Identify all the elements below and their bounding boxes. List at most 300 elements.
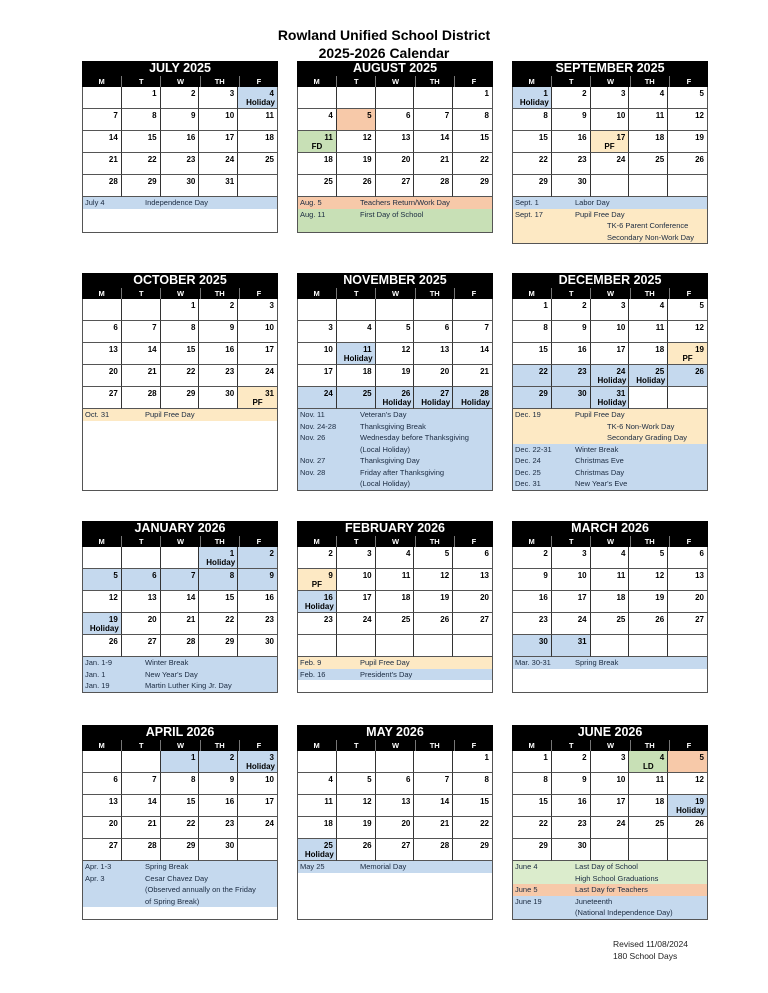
day-cell	[238, 773, 277, 795]
day-grid	[512, 751, 708, 861]
event-description: Spring Break	[575, 658, 619, 667]
event-date	[513, 873, 575, 885]
day-cell	[591, 613, 630, 635]
day-number: 28	[186, 637, 196, 646]
day-cell	[629, 751, 668, 773]
day-number: 9	[543, 571, 548, 580]
event-row	[298, 432, 492, 444]
day-cell	[298, 773, 337, 795]
empty-day-cell	[83, 751, 122, 773]
day-number: 1	[229, 549, 235, 558]
day-number: 13	[147, 593, 157, 602]
event-row	[513, 657, 707, 669]
day-cell	[668, 131, 707, 153]
day-cell	[453, 773, 492, 795]
day-number: 20	[440, 367, 450, 376]
day-cell	[83, 817, 122, 839]
day-number: 12	[695, 775, 704, 784]
day-cell	[591, 547, 630, 569]
day-number: 28	[147, 389, 157, 398]
event-row	[298, 220, 492, 232]
day-cell	[453, 87, 492, 109]
event-description: Independence Day	[145, 198, 208, 207]
empty-day-cell	[591, 839, 630, 861]
day-cell	[337, 795, 376, 817]
day-cell	[552, 773, 591, 795]
month-block-november	[297, 273, 493, 491]
day-cell	[199, 817, 238, 839]
day-cell	[298, 569, 337, 591]
day-cell	[668, 321, 707, 343]
day-number: 12	[695, 111, 704, 120]
event-description	[360, 884, 492, 896]
day-tag: Holiday	[206, 558, 236, 567]
day-number: 26	[440, 615, 450, 624]
day-number: 23	[225, 819, 235, 828]
weekday-label: TH	[200, 288, 239, 299]
day-number: 26	[362, 841, 372, 850]
month-block-april	[82, 725, 278, 920]
day-number: 11	[401, 571, 411, 580]
event-row	[513, 896, 707, 908]
day-number: 18	[323, 155, 333, 164]
event-description: (Observed annually on the Friday	[145, 885, 256, 894]
event-description	[575, 680, 707, 692]
day-tag: LD	[642, 762, 654, 771]
day-cell	[629, 343, 668, 365]
day-number: 31	[265, 389, 274, 398]
day-number: 16	[225, 797, 235, 806]
day-number: 28	[147, 841, 157, 850]
day-number: 22	[225, 615, 235, 624]
weekday-header	[82, 740, 278, 751]
day-number: 23	[225, 367, 235, 376]
day-tag: Holiday	[89, 624, 119, 633]
event-date: Dec. 19	[515, 410, 541, 419]
day-cell	[83, 635, 122, 657]
day-number: 15	[538, 345, 548, 354]
day-cell	[83, 343, 122, 365]
day-number: 10	[616, 323, 626, 332]
weekday-label: M	[98, 537, 105, 546]
weekday-label: F	[454, 76, 493, 87]
day-number: 18	[655, 797, 665, 806]
day-number: 12	[655, 571, 665, 580]
weekday-label: F	[669, 76, 708, 87]
day-number: 8	[484, 775, 489, 784]
event-row	[513, 467, 707, 479]
event-row	[513, 232, 707, 244]
weekday-label: W	[375, 288, 414, 299]
day-number: 17	[616, 797, 626, 806]
empty-day-cell	[414, 87, 453, 109]
day-number: 21	[147, 819, 157, 828]
day-number: 9	[582, 111, 587, 120]
day-number: 24	[577, 615, 587, 624]
event-description: Pupil Free Day	[575, 410, 625, 419]
day-cell	[199, 153, 238, 175]
event-date	[83, 896, 145, 908]
weekday-label: W	[160, 76, 199, 87]
day-number: 5	[699, 89, 704, 98]
event-description: (Local Holiday)	[360, 444, 411, 454]
day-number: 2	[582, 753, 587, 762]
event-description	[145, 467, 277, 479]
day-number: 28	[440, 841, 450, 850]
day-number: 19	[362, 819, 372, 828]
event-date: Nov. 24-28	[300, 421, 337, 431]
day-cell	[337, 131, 376, 153]
day-number: 19	[695, 345, 704, 354]
day-number: 10	[225, 111, 235, 120]
day-cell	[199, 321, 238, 343]
weekday-label: T	[551, 76, 590, 87]
day-number: 31	[225, 177, 235, 186]
day-cell	[629, 299, 668, 321]
day-cell	[552, 343, 591, 365]
day-number: 13	[480, 571, 489, 580]
day-grid	[297, 751, 493, 861]
day-cell	[414, 839, 453, 861]
day-cell	[161, 153, 200, 175]
events-list	[512, 409, 708, 491]
day-cell	[83, 591, 122, 613]
empty-day-cell	[83, 547, 122, 569]
month-title: JULY 2025	[82, 61, 278, 76]
event-date: Feb. 16	[300, 669, 326, 679]
day-number: 29	[538, 841, 548, 850]
day-cell	[161, 175, 200, 197]
day-cell	[199, 87, 238, 109]
day-number: 29	[225, 637, 235, 646]
day-cell	[122, 343, 161, 365]
day-cell	[238, 591, 277, 613]
weekday-label: TH	[415, 536, 454, 547]
day-number: 11	[324, 133, 333, 142]
day-cell	[668, 591, 707, 613]
day-cell	[552, 387, 591, 409]
weekday-label: T	[336, 536, 375, 547]
event-description	[360, 896, 492, 908]
day-number: 4	[367, 323, 372, 332]
event-description: Memorial Day	[360, 862, 407, 871]
event-date	[83, 455, 145, 467]
day-cell	[337, 839, 376, 861]
day-number: 18	[265, 133, 274, 142]
day-cell	[453, 387, 492, 409]
weekday-header	[82, 76, 278, 87]
day-cell	[513, 547, 552, 569]
day-cell	[122, 569, 161, 591]
day-number: 2	[190, 89, 196, 98]
day-cell	[83, 175, 122, 197]
weekday-header	[82, 536, 278, 547]
month-title: SEPTEMBER 2025	[512, 61, 708, 76]
event-row	[83, 432, 277, 444]
day-number: 5	[699, 301, 704, 310]
day-number: 8	[190, 323, 196, 332]
event-row	[513, 861, 707, 873]
event-date	[83, 478, 145, 490]
day-tag: Holiday	[676, 806, 705, 815]
empty-day-cell	[629, 635, 668, 657]
day-number: 13	[401, 133, 411, 142]
weekday-label: TH	[200, 536, 239, 547]
day-number: 30	[577, 177, 587, 186]
day-cell	[161, 131, 200, 153]
weekday-label: W	[590, 740, 629, 751]
day-number: 8	[543, 111, 548, 120]
day-cell	[238, 547, 277, 569]
day-number: 29	[480, 177, 489, 186]
day-cell	[238, 751, 277, 773]
day-cell	[552, 569, 591, 591]
day-cell	[591, 387, 630, 409]
day-cell	[337, 547, 376, 569]
event-date	[513, 680, 575, 692]
day-number: 19	[695, 133, 704, 142]
day-number: 6	[405, 111, 411, 120]
day-number: 16	[186, 133, 196, 142]
day-number: 26	[695, 367, 704, 376]
weekday-label: M	[528, 289, 535, 298]
day-cell	[83, 131, 122, 153]
weekday-label: M	[98, 289, 105, 298]
day-number: 30	[265, 637, 274, 646]
day-number: 7	[444, 111, 450, 120]
day-number: 17	[265, 345, 274, 354]
weekday-label: T	[551, 536, 590, 547]
day-cell	[161, 299, 200, 321]
event-description	[145, 220, 277, 232]
day-tag: PF	[604, 142, 615, 151]
event-row	[83, 669, 277, 681]
day-number: 22	[538, 819, 548, 828]
day-number: 24	[616, 819, 626, 828]
event-date: May 25	[300, 862, 325, 871]
day-number: 18	[323, 819, 333, 828]
event-row	[83, 197, 277, 209]
day-cell	[238, 321, 277, 343]
event-description: First Day of School	[360, 209, 424, 219]
day-cell	[122, 613, 161, 635]
weekday-label: F	[454, 740, 493, 751]
weekday-label: TH	[630, 76, 669, 87]
events-list	[512, 657, 708, 693]
day-cell	[122, 321, 161, 343]
weekday-label: M	[98, 77, 105, 86]
weekday-label: T	[121, 536, 160, 547]
day-cell	[337, 817, 376, 839]
day-cell	[161, 817, 200, 839]
day-cell	[161, 591, 200, 613]
day-number: 17	[323, 367, 333, 376]
day-cell	[337, 613, 376, 635]
event-date	[513, 669, 575, 681]
day-number: 11	[363, 345, 372, 354]
day-cell	[238, 365, 277, 387]
day-number: 3	[229, 89, 235, 98]
day-cell	[591, 109, 630, 131]
day-cell	[591, 299, 630, 321]
day-number: 23	[577, 367, 587, 376]
day-cell	[337, 175, 376, 197]
day-cell	[376, 817, 415, 839]
day-number: 12	[695, 323, 704, 332]
day-tag: PF	[682, 354, 693, 363]
event-row	[513, 669, 707, 681]
empty-day-cell	[337, 87, 376, 109]
day-number: 7	[444, 775, 450, 784]
day-cell	[591, 131, 630, 153]
event-description: Thanksgiving Day	[360, 456, 420, 465]
day-cell	[238, 153, 277, 175]
day-cell	[376, 387, 415, 409]
day-cell	[376, 773, 415, 795]
weekday-label: T	[121, 76, 160, 87]
event-row	[83, 455, 277, 467]
event-description: Pupil Free Day	[145, 410, 195, 419]
day-cell	[513, 299, 552, 321]
empty-day-cell	[337, 299, 376, 321]
day-number: 17	[616, 133, 626, 142]
month-block-october	[82, 273, 278, 491]
event-description	[145, 432, 277, 444]
day-number: 13	[401, 797, 411, 806]
day-cell	[199, 109, 238, 131]
day-cell	[629, 569, 668, 591]
day-cell	[238, 817, 277, 839]
event-description	[145, 478, 277, 490]
event-row	[298, 873, 492, 885]
weekday-label: T	[336, 288, 375, 299]
day-number: 4	[405, 549, 411, 558]
events-list	[82, 657, 278, 693]
events-list	[82, 861, 278, 920]
day-cell	[83, 365, 122, 387]
day-cell	[513, 569, 552, 591]
day-cell	[513, 109, 552, 131]
day-cell	[238, 343, 277, 365]
event-row	[298, 657, 492, 669]
events-list	[297, 861, 493, 920]
month-title: APRIL 2026	[82, 725, 278, 740]
empty-day-cell	[629, 387, 668, 409]
empty-day-cell	[376, 87, 415, 109]
day-number: 19	[655, 593, 665, 602]
weekday-label: F	[454, 288, 493, 299]
day-cell	[122, 635, 161, 657]
day-cell	[513, 87, 552, 109]
day-number: 8	[152, 111, 157, 120]
day-cell	[552, 299, 591, 321]
event-date	[298, 220, 360, 232]
day-cell	[238, 635, 277, 657]
event-row	[298, 421, 492, 433]
weekday-label: W	[375, 536, 414, 547]
day-cell	[513, 387, 552, 409]
day-cell	[376, 569, 415, 591]
event-date: July 4	[85, 198, 105, 207]
day-number: 28	[440, 177, 450, 186]
day-number: 27	[695, 615, 704, 624]
day-number: 29	[538, 177, 548, 186]
day-cell	[122, 795, 161, 817]
event-row	[298, 455, 492, 467]
day-number: 6	[444, 323, 450, 332]
day-number: 24	[616, 367, 626, 376]
weekday-label: TH	[415, 76, 454, 87]
day-number: 27	[147, 637, 157, 646]
event-row	[83, 657, 277, 669]
day-cell	[513, 591, 552, 613]
day-cell	[199, 343, 238, 365]
day-number: 24	[323, 389, 333, 398]
day-number: 12	[440, 571, 450, 580]
day-number: 9	[582, 775, 587, 784]
day-cell	[376, 109, 415, 131]
day-number: 31	[577, 637, 587, 646]
day-cell	[552, 635, 591, 657]
weekday-label: M	[528, 741, 535, 750]
day-cell	[591, 87, 630, 109]
empty-day-cell	[298, 299, 337, 321]
day-number: 18	[362, 367, 372, 376]
day-cell	[337, 343, 376, 365]
day-cell	[161, 569, 200, 591]
day-cell	[552, 109, 591, 131]
day-cell	[552, 321, 591, 343]
event-row	[83, 884, 277, 896]
weekday-label: F	[239, 740, 278, 751]
day-cell	[552, 817, 591, 839]
day-cell	[513, 365, 552, 387]
day-cell	[122, 365, 161, 387]
day-cell	[298, 321, 337, 343]
events-list	[512, 861, 708, 920]
day-cell	[513, 153, 552, 175]
event-description: High School Graduations	[575, 873, 659, 883]
event-description	[145, 209, 277, 221]
event-description	[575, 669, 707, 681]
event-date	[298, 873, 360, 885]
day-number: 10	[616, 775, 626, 784]
month-title: FEBRUARY 2026	[297, 521, 493, 536]
event-row	[83, 907, 277, 919]
day-cell	[668, 87, 707, 109]
day-tag: PF	[252, 398, 263, 407]
day-tag: Holiday	[246, 762, 275, 771]
day-number: 23	[577, 819, 587, 828]
day-cell	[668, 751, 707, 773]
day-cell	[161, 613, 200, 635]
day-number: 10	[265, 323, 274, 332]
day-number: 19	[108, 615, 118, 624]
event-row	[298, 467, 492, 479]
day-cell	[591, 343, 630, 365]
day-tag: Holiday	[304, 850, 334, 859]
event-row	[513, 873, 707, 885]
day-cell	[238, 795, 277, 817]
day-cell	[199, 299, 238, 321]
weekday-label: M	[313, 741, 320, 750]
day-number: 17	[616, 345, 626, 354]
event-row	[513, 455, 707, 467]
day-cell	[161, 343, 200, 365]
empty-day-cell	[668, 175, 707, 197]
day-cell	[453, 343, 492, 365]
day-number: 9	[328, 571, 333, 580]
